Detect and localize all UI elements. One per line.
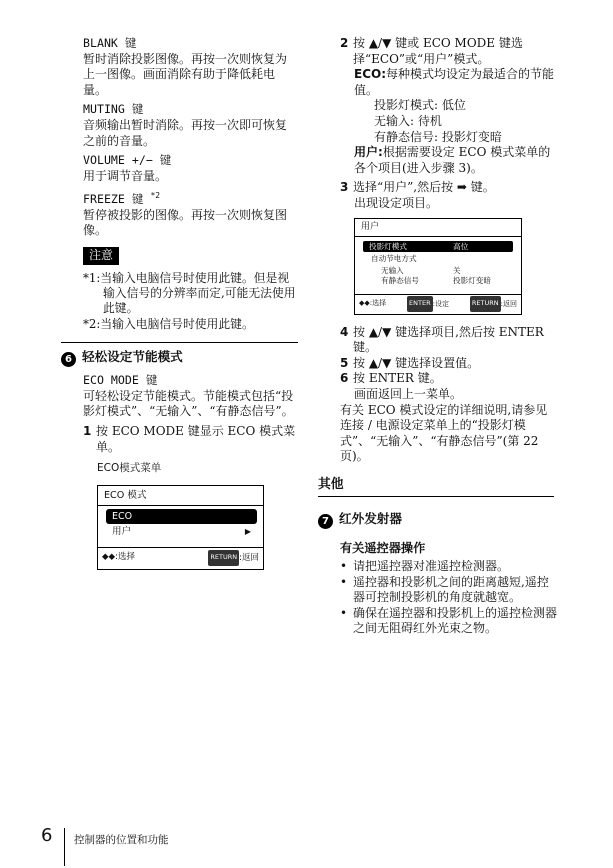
volume-key-title: VOLUME +/− 键 <box>83 153 172 168</box>
eco-line-no-input: 无输入: 待机 <box>374 113 442 128</box>
return-button-icon: RETURN <box>208 550 239 566</box>
user-settings-menu <box>354 218 522 315</box>
section-divider <box>61 342 298 343</box>
note-label: 注意 <box>83 247 119 265</box>
eco-reference-paragraph: 有关 ECO 模式设定的详细说明,请参见连接 / 电源设定菜单上的“投影灯模式”、“无输入”、“有静态信号”(第 22 页)。 <box>340 402 548 464</box>
right-column <box>318 36 558 637</box>
muting-key-desc: 音频输出暂时消除。再按一次即可恢复之前的音量。 <box>83 117 288 148</box>
freeze-key-title: FREEZE 键 $^{*2}$ <box>83 191 161 207</box>
eco-mode-menu <box>97 485 264 570</box>
remote-heading: 有关遥控器操作 <box>340 541 426 556</box>
freeze-footnote-marker: *2 <box>150 191 161 201</box>
step-3-result: 出现设定项目。 <box>354 195 439 210</box>
eco-mode-key-desc: 可轻松设定节能模式。节能模式包括“投影灯模式”、“无输入”、“有静态信号”。 <box>83 388 294 419</box>
user-menu-header: 用户 <box>355 219 521 238</box>
eco-option-desc: ECO:每种模式均设定为最适合的节能值。 <box>354 67 555 97</box>
user-menu-footer: ◆◆:选择 ENTER :设定 RETURN :返回 <box>355 294 521 314</box>
page-number: 6 <box>41 825 53 846</box>
list-item: • 请把遥控器对准遥控检测器。 <box>340 559 558 575</box>
step-1: 1 按 ECO MODE 键显示 ECO 模式菜单。 <box>83 423 296 454</box>
section-7-title: 7 红外发射器 <box>318 511 558 529</box>
section-number-badge: 7 <box>318 514 333 529</box>
eco-menu-item-user[interactable]: 用户 ▶ <box>112 526 251 538</box>
step-6: 6 按 ENTER 键。 <box>340 371 442 386</box>
section-6-title: 6 轻松设定节能模式 <box>61 349 298 367</box>
left-column <box>65 36 298 570</box>
blank-key-title: BLANK 键 <box>83 36 137 50</box>
user-menu-static-signal[interactable]: 有静态信号 投影灯变暗 <box>381 276 491 286</box>
user-menu-no-input[interactable]: 无输入 关 <box>381 266 461 276</box>
user-option-desc: 用户:根据需要设定 ECO 模式菜单的各个项目(进入步骤 3)。 <box>354 145 551 175</box>
remote-tips-list <box>340 559 558 637</box>
user-menu-lamp-mode[interactable]: 投影灯模式 高位 <box>363 241 513 252</box>
eco-menu-footer: ◆◆:选择 RETURN :返回 <box>98 547 263 569</box>
eco-mode-key-title: ECO MODE 键 <box>83 373 158 388</box>
arrow-right-icon: ▶ <box>244 527 251 537</box>
eco-menu-caption: ECO模式菜单 <box>97 462 162 475</box>
return-button-icon: RETURN <box>470 296 501 312</box>
eco-line-static: 有静态信号: 投影灯变暗 <box>374 129 502 144</box>
eco-menu-item-eco[interactable]: ECO <box>106 509 257 524</box>
list-item: • 确保在遥控器和投影机上的遥控检测器之间无阻碍红外光束之物。 <box>340 606 558 637</box>
eco-line-lamp: 投影灯模式: 低位 <box>374 98 466 113</box>
step-4: 4 按 ▲/▼ 键选择项目,然后按 ENTER 键。 <box>340 324 544 355</box>
enter-button-icon: ENTER <box>407 296 433 312</box>
note-1: *1:当输入电脑信号时使用此键。但是视输入信号的分辨率而定,可能无法使用此键。 <box>83 270 296 316</box>
footer-divider <box>64 828 65 866</box>
list-item: • 遥控器和投影机之间的距离越短,遥控器可控制投影机的角度就越宽。 <box>340 575 558 606</box>
step-6-result: 画面返回上一菜单。 <box>354 386 463 401</box>
step-2: 2 按 ▲/▼ 键或 ECO MODE 键选择“ECO”或“用户”模式。 <box>340 36 523 66</box>
freeze-key-desc: 暂停被投影的图像。再按一次则恢复图像。 <box>83 207 288 238</box>
muting-key-title: MUTING 键 <box>83 102 144 117</box>
note-2: *2:当输入电脑信号时使用此键。 <box>83 316 254 331</box>
other-section-title: 其他 <box>318 477 554 498</box>
step-3: 3 选择“用户”,然后按 ➡ 键。 <box>340 180 495 195</box>
blank-key-desc: 暂时消除投影图像。再按一次则恢复为上一图像。画面消除有助于降低耗电量。 <box>83 51 288 97</box>
footer-section-title: 控制器的位置和功能 <box>74 834 169 846</box>
eco-menu-header: ECO 模式 <box>98 486 263 507</box>
user-menu-auto-power: 自动节电方式 <box>371 254 417 264</box>
step-5: 5 按 ▲/▼ 键选择设置值。 <box>340 355 480 370</box>
volume-key-desc: 用于调节音量。 <box>83 168 168 183</box>
section-number-badge: 6 <box>61 352 76 367</box>
